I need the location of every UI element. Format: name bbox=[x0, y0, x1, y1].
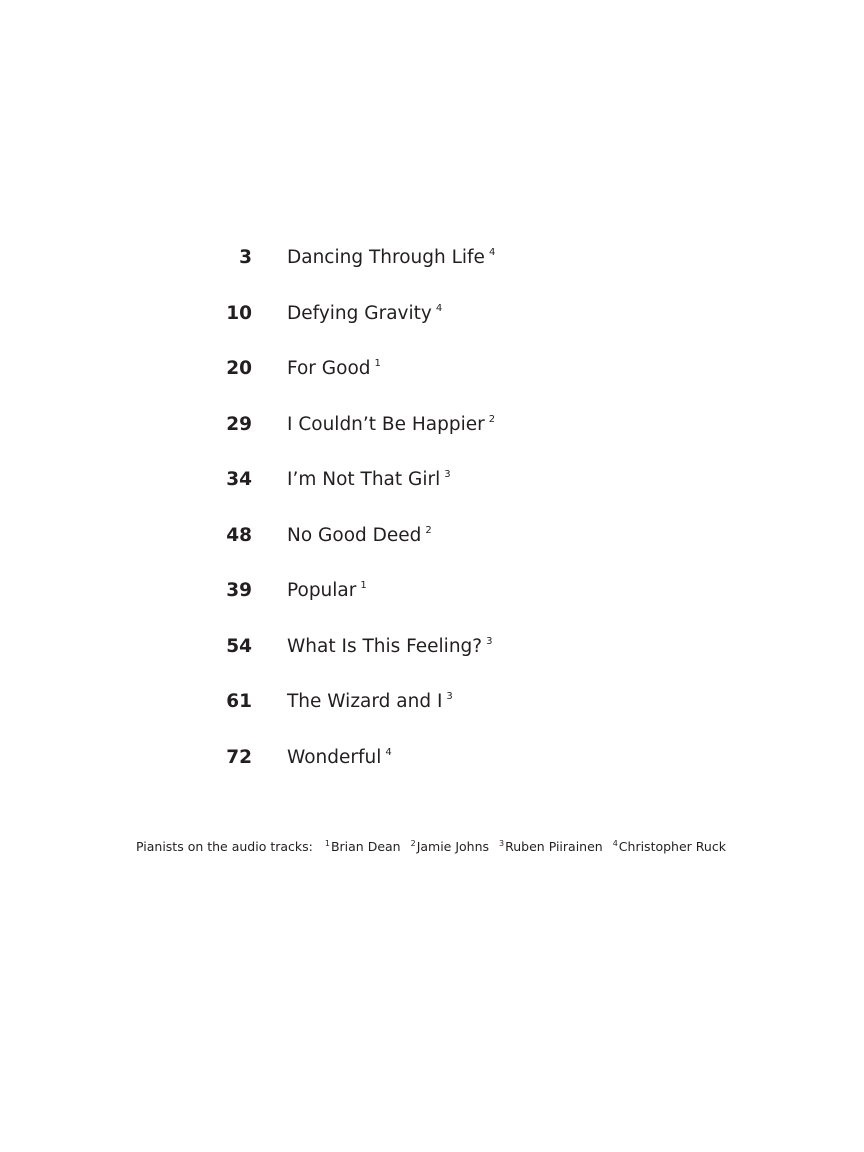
toc-entry bbox=[0, 573, 864, 629]
page-number: 34 bbox=[226, 469, 252, 490]
pianist-note: 1 bbox=[360, 580, 367, 591]
pianist-name: Jamie Johns bbox=[416, 839, 490, 854]
pianist-name: Ruben Piirainen bbox=[505, 839, 603, 854]
pianist-note: 3 bbox=[446, 691, 453, 702]
pianist-note: 3 bbox=[444, 469, 451, 480]
toc-entry bbox=[0, 518, 864, 574]
toc-entry bbox=[0, 407, 864, 463]
pianist-mark: 3 bbox=[499, 839, 505, 848]
toc-entry bbox=[0, 684, 864, 740]
pianist-note: 1 bbox=[374, 358, 381, 369]
pianists-footnote bbox=[136, 838, 732, 856]
song-title: Dancing Through Life bbox=[287, 247, 485, 268]
page-number: 3 bbox=[239, 247, 252, 268]
pianist-credit bbox=[325, 839, 401, 854]
toc-entry bbox=[0, 351, 864, 407]
pianist-credit bbox=[613, 839, 726, 854]
pianist-name: Brian Dean bbox=[330, 839, 401, 854]
page-number: 48 bbox=[226, 524, 252, 546]
pianist-name: Christopher Ruck bbox=[618, 839, 726, 854]
page-number: 72 bbox=[226, 746, 252, 768]
song-title: No Good Deed bbox=[287, 524, 422, 546]
pianist-credit bbox=[499, 839, 603, 854]
song-title: The Wizard and I bbox=[287, 691, 443, 712]
pianist-mark: 1 bbox=[324, 839, 330, 848]
pianist-note: 4 bbox=[385, 746, 392, 758]
page-number: 54 bbox=[226, 635, 252, 657]
song-title: What Is This Feeling? bbox=[287, 635, 483, 657]
footnote-label: Pianists on the audio tracks: bbox=[136, 839, 313, 854]
table-of-contents bbox=[0, 240, 864, 795]
pianist-credit bbox=[411, 839, 489, 854]
toc-entry bbox=[0, 462, 864, 518]
page-number: 39 bbox=[226, 580, 252, 601]
song-title: For Good bbox=[287, 358, 371, 379]
page-number: 20 bbox=[226, 358, 252, 379]
page-number: 29 bbox=[226, 413, 252, 435]
page-number: 61 bbox=[226, 691, 252, 712]
song-title: Popular bbox=[287, 580, 357, 601]
song-title: I’m Not That Girl bbox=[287, 469, 441, 490]
song-title: Defying Gravity bbox=[287, 302, 432, 324]
pianist-note: 4 bbox=[435, 302, 443, 314]
toc-entry bbox=[0, 240, 864, 296]
pianist-note: 2 bbox=[425, 524, 432, 536]
pianist-mark: 2 bbox=[410, 839, 416, 848]
pianist-note: 2 bbox=[488, 413, 496, 425]
song-title: Wonderful bbox=[287, 746, 382, 768]
pianist-note: 4 bbox=[488, 247, 496, 258]
page-number: 10 bbox=[226, 302, 252, 324]
toc-entry bbox=[0, 629, 864, 685]
toc-entry bbox=[0, 740, 864, 796]
pianist-mark: 4 bbox=[612, 839, 618, 848]
song-title: I Couldn’t Be Happier bbox=[287, 413, 485, 435]
pianist-note: 3 bbox=[486, 635, 493, 647]
toc-entry bbox=[0, 296, 864, 352]
